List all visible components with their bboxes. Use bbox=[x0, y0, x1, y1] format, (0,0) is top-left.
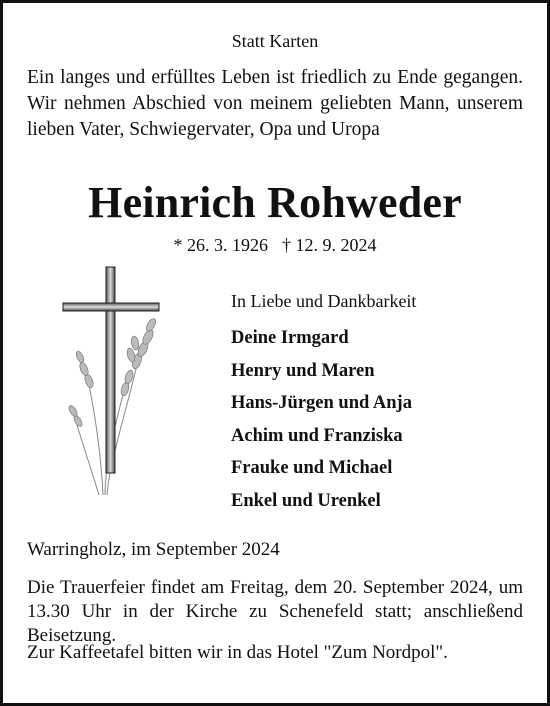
mourner-name: Deine Irmgard bbox=[231, 328, 349, 348]
mourners-block bbox=[231, 291, 416, 517]
cross-with-wheat-icon bbox=[59, 265, 169, 495]
intro-text: Ein langes und erfülltes Leben ist friedlich zu Ende gegangen. Wir nehmen Abschied von meinem geliebten Mann, unserem lieben Vater, Schwiegervater, Opa und Uropa bbox=[27, 67, 523, 140]
place-date: Warringholz, im September 2024 bbox=[27, 539, 280, 560]
death-date: † 12. 9. 2024 bbox=[282, 235, 377, 255]
mourner-name: Enkel und Urenkel bbox=[231, 490, 381, 511]
header-text: Statt Karten bbox=[231, 31, 319, 51]
mourners-intro: In Liebe und Dankbarkeit bbox=[231, 291, 417, 311]
mourner-name: Frauke und Michael bbox=[231, 458, 393, 478]
birth-date: * 26. 3. 1926 bbox=[173, 235, 268, 255]
mourner-name: Achim und Franziska bbox=[231, 425, 403, 446]
mourner-name: Hans-Jürgen und Anja bbox=[231, 393, 412, 413]
coffee-info: Zur Kaffeetafel bitten wir in das Hotel "Zum Nordpol". bbox=[27, 642, 448, 663]
deceased-name: Heinrich Rohweder bbox=[88, 178, 462, 227]
life-dates bbox=[3, 235, 547, 256]
mourner-name: Henry und Maren bbox=[231, 360, 375, 381]
service-info: Die Trauerfeier findet am Freitag, dem 20. September 2024, um 13.30 Uhr in der Kirche zu Schenefeld statt; anschließend Beisetzung. bbox=[27, 577, 523, 646]
